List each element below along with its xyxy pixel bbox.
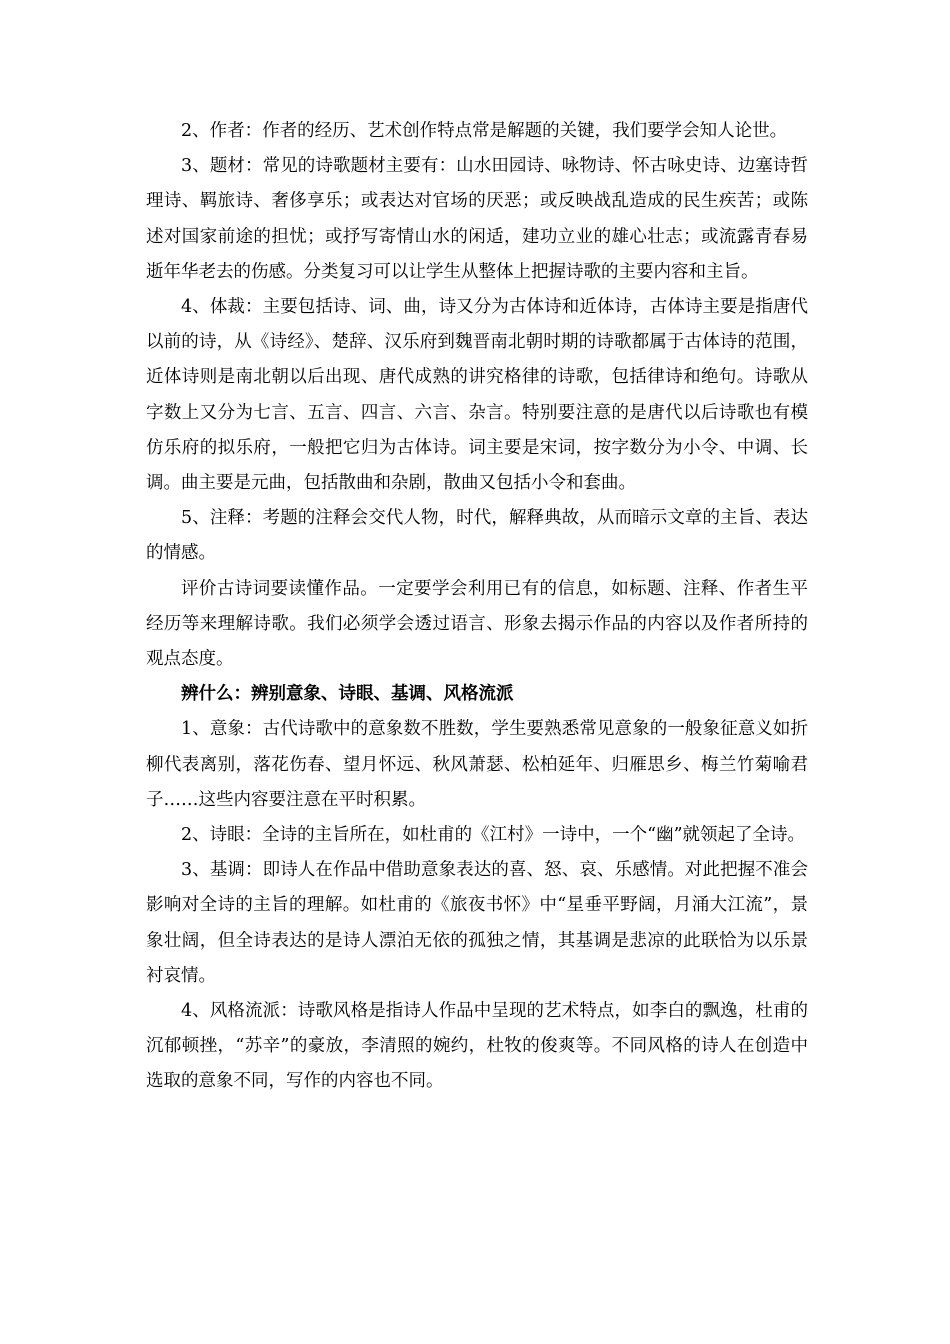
paragraph-imagery: 1、意象：古代诗歌中的意象数不胜数，学生要熟悉常见意象的一般象征意义如折柳代表离别，落花伤春、望月怀远、秋风萧瑟、松柏延年、归雁思乡、梅兰竹菊喻君子……这些内容要注意在平时积累。 xyxy=(146,719,808,810)
paragraph-genre: 4、体裁：主要包括诗、词、曲，诗又分为古体诗和近体诗，古体诗主要是指唐代以前的诗，从《诗经》、楚辞、汉乐府到魏晋南北朝时期的诗歌都属于古体诗的范围，近体诗则是南北朝以后出现、唐代成熟的讲究格律的诗歌，包括律诗和绝句。诗歌从字数上又分为七言、五言、四言、六言、杂言。特别要注意的是唐代以后诗歌也有模仿乐府的拟乐府，一般把它归为古体诗。词主要是宋词，按字数分为小令、中调、长调。曲主要是元曲，包括散曲和杂剧，散曲又包括小令和套曲。 xyxy=(146,297,808,494)
section-heading: 辨什么：辨别意象、诗眼、基调、风格流派 xyxy=(181,684,514,705)
paragraph-tone: 3、基调：即诗人在作品中借助意象表达的喜、怒、哀、乐感情。对此把握不准会影响对全诗的主旨的理解。如杜甫的《旅夜书怀》中“星垂平野阔，月涌大江流”，景象壮阔，但全诗表达的是诗人漂泊无依的孤独之情，其基调是悲凉的此联恰为以乐景衬哀情。 xyxy=(146,860,808,986)
paragraph-author: 2、作者：作者的经历、艺术创作特点常是解题的关键，我们要学会知人论世。 xyxy=(181,121,788,141)
paragraph-style-school: 4、风格流派：诗歌风格是指诗人作品中呈现的艺术特点，如李白的飘逸，杜甫的沉郁顿挫，“苏辛”的豪放，李清照的婉约，杜牧的俊爽等。不同风格的诗人在创造中选取的意象不同，写作的内容也不同。 xyxy=(146,1001,808,1092)
paragraph-evaluation: 评价古诗词要读懂作品。一定要学会利用已有的信息，如标题、注释、作者生平经历等来理解诗歌。我们必须学会透过语言、形象去揭示作品的内容以及作者所持的观点态度。 xyxy=(146,578,808,670)
paragraph-poem-eye: 2、诗眼：全诗的主旨所在，如杜甫的《江村》一诗中，一个“幽”就领起了全诗。 xyxy=(181,825,806,846)
paragraph-subject-matter: 3、题材：常见的诗歌题材主要有：山水田园诗、咏物诗、怀古咏史诗、边塞诗哲理诗、羁旅诗、奢侈享乐；或表达对官场的厌恶；或反映战乱造成的民生疾苦；或陈述对国家前途的担忧；或抒写寄情山水的闲适，建功立业的雄心壮志；或流露青春易逝年华老去的伤感。分类复习可以让学生从整体上把握诗歌的主要内容和主旨。 xyxy=(146,156,808,282)
document-page xyxy=(146,114,808,1100)
paragraph-annotation: 5、注释：考题的注释会交代人物，时代，解释典故，从而暗示文章的主旨、表达的情感。 xyxy=(146,508,808,564)
